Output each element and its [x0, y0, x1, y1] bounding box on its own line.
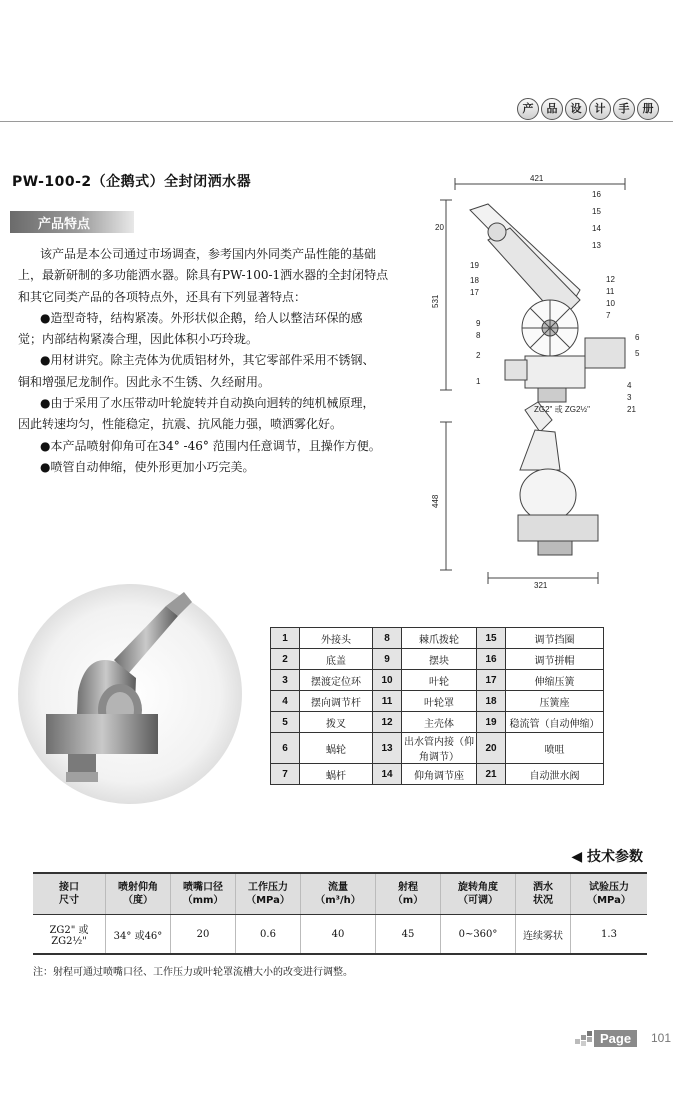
spec-header	[171, 873, 236, 915]
part-number: 16	[477, 649, 506, 670]
callout-label: 3	[627, 393, 632, 402]
part-name: 调节拼帽	[506, 649, 604, 670]
part-number: 1	[271, 628, 300, 649]
callout-label: 16	[592, 190, 601, 199]
callout-label: 14	[592, 224, 601, 233]
header-char: 计	[589, 98, 611, 120]
spec-header	[571, 873, 648, 915]
part-number: 11	[373, 691, 402, 712]
callout-label: 15	[592, 207, 601, 216]
spec-header	[516, 873, 571, 915]
spec-header	[301, 873, 376, 915]
bullet-line: 因此转速均匀，性能稳定，抗震、抗风能力强，喷洒雾化好。	[18, 417, 343, 432]
part-name: 主壳体	[402, 712, 477, 733]
parts-row	[271, 628, 604, 649]
parts-row	[271, 733, 604, 764]
part-number: 18	[477, 691, 506, 712]
spec-header-unit: （度）	[123, 895, 153, 906]
callout-label: 4	[627, 381, 632, 390]
callout-label: 21	[627, 405, 636, 414]
spec-header-unit: 尺寸	[59, 895, 79, 906]
bullet-line: ●本产品喷射仰角可在34° -46° 范围内任意调节，且操作方便。	[40, 438, 381, 453]
part-name: 摆向调节杆	[300, 691, 373, 712]
callout-label: 19	[470, 261, 479, 270]
spec-value: 34° 或46°	[106, 915, 171, 955]
part-number: 7	[271, 764, 300, 785]
part-number: 19	[477, 712, 506, 733]
part-number: 4	[271, 691, 300, 712]
header-rule	[0, 121, 673, 122]
part-name: 自动泄水阀	[506, 764, 604, 785]
callout-label: 20	[435, 223, 444, 232]
header-char: 手	[613, 98, 635, 120]
callout-label: 2	[476, 351, 481, 360]
spec-header-line: 喷嘴口径	[183, 882, 223, 893]
part-name: 仰角调节座	[402, 764, 477, 785]
footnote: 注：射程可通过喷嘴口径、工作压力或叶轮罩流槽大小的改变进行调整。	[33, 967, 353, 978]
bullet-line: ●由于采用了水压带动叶轮旋转并自动换向迥转的纯机械原理，	[40, 396, 375, 411]
callout-label: 7	[606, 311, 611, 320]
page-decoration	[575, 1031, 595, 1047]
bullet-line: ●用材讲究。除主壳体为优质铝材外，其它零部件采用不锈钢、	[40, 353, 375, 368]
spec-header-line: 工作压力	[248, 882, 288, 893]
part-number: 2	[271, 649, 300, 670]
part-name: 蜗杆	[300, 764, 373, 785]
part-name: 叶轮罩	[402, 691, 477, 712]
spec-header-line: 试验压力	[589, 882, 629, 893]
callout-label: 11	[606, 287, 615, 296]
callout-label: 18	[470, 276, 479, 285]
spec-header-unit: （可调）	[458, 895, 498, 906]
part-name: 压簧座	[506, 691, 604, 712]
spec-header-line: 洒水	[533, 882, 553, 893]
spec-header	[236, 873, 301, 915]
callout-label: 1	[476, 377, 481, 386]
spec-header-unit: （MPa）	[587, 895, 631, 906]
part-name: 伸缩压簧	[506, 670, 604, 691]
spec-header-line: 旋转角度	[458, 882, 498, 893]
thread-label: ZG2" 或 ZG2½"	[534, 405, 590, 414]
features-body	[18, 244, 398, 478]
spec-value: 0.6	[236, 915, 301, 955]
part-number: 21	[477, 764, 506, 785]
part-number: 5	[271, 712, 300, 733]
dim-height-label: 531	[431, 294, 440, 308]
part-name: 摆块	[402, 649, 477, 670]
spec-value: 40	[301, 915, 376, 955]
spec-header-line: 射程	[398, 882, 418, 893]
part-number: 17	[477, 670, 506, 691]
part-name: 摆渡定位环	[300, 670, 373, 691]
part-number: 12	[373, 712, 402, 733]
spec-header-unit: 状况	[533, 895, 553, 906]
spec-header-line: 接口	[59, 882, 79, 893]
part-number: 20	[477, 733, 506, 764]
parts-row	[271, 764, 604, 785]
spec-value: ZG2" 或ZG2½"	[33, 915, 106, 955]
product-photo	[16, 582, 244, 806]
callout-label: 13	[592, 241, 601, 250]
dim-base-label: 321	[534, 581, 548, 590]
part-number: 9	[373, 649, 402, 670]
part-name: 棘爪拨轮	[402, 628, 477, 649]
parts-row	[271, 670, 604, 691]
parts-row	[271, 691, 604, 712]
features-heading: 产品特点	[38, 217, 91, 232]
intro-line: 上，最新研制的多功能洒水器。除具有PW-100-1洒水器的全封闭特点	[18, 268, 389, 283]
header-char: 产	[517, 98, 539, 120]
spec-header-unit: （mm）	[182, 895, 224, 906]
part-name: 叶轮	[402, 670, 477, 691]
page-number: 101	[651, 1031, 672, 1045]
part-number: 6	[271, 733, 300, 764]
bullet-line: 铜和增强尼龙制作。因此永不生锈、久经耐用。	[18, 374, 271, 389]
dim-width-label: 421	[530, 174, 544, 183]
spec-value: 1.3	[571, 915, 648, 955]
spec-value: 连续雾状	[516, 915, 571, 955]
part-name: 蜗轮	[300, 733, 373, 764]
part-number: 8	[373, 628, 402, 649]
part-number: 10	[373, 670, 402, 691]
parts-table	[270, 627, 604, 785]
spec-header-line: 流量	[328, 882, 348, 893]
header-manual-title	[517, 98, 659, 120]
spec-header	[441, 873, 516, 915]
parts-row	[271, 649, 604, 670]
header-char: 设	[565, 98, 587, 120]
product-title: PW-100-2（企鹅式）全封闭洒水器	[12, 174, 252, 190]
part-number: 3	[271, 670, 300, 691]
dim-height-label: 448	[431, 494, 440, 508]
part-name: 喷咀	[506, 733, 604, 764]
spec-header-unit: （MPa）	[246, 895, 290, 906]
callout-label: 10	[606, 299, 615, 308]
part-number: 15	[477, 628, 506, 649]
spec-value: 45	[376, 915, 441, 955]
parts-row	[271, 712, 604, 733]
callout-label: 17	[470, 288, 479, 297]
bullet-line: 觉；内部结构紧凑合理，因此体积小巧玲珑。	[18, 332, 259, 347]
intro-line: 该产品是本公司通过市场调查，参考国内外同类产品性能的基础	[40, 247, 377, 261]
part-name: 调节挡圈	[506, 628, 604, 649]
spec-header-unit: （m³/h）	[315, 895, 361, 906]
part-number: 14	[373, 764, 402, 785]
callout-label: 6	[635, 333, 640, 342]
intro-line: 和其它同类产品的各项特点外，还具有下列显著特点：	[18, 289, 307, 304]
callout-label: 12	[606, 275, 615, 284]
bullet-line: ●喷管自动伸缩，使外形更加小巧完美。	[40, 459, 255, 474]
page-label: Page	[594, 1030, 637, 1047]
spec-value: 0~360°	[441, 915, 516, 955]
spec-header	[106, 873, 171, 915]
part-number: 13	[373, 733, 402, 764]
spec-header	[33, 873, 106, 915]
callout-label: 5	[635, 349, 640, 358]
spec-header	[376, 873, 441, 915]
technical-drawing	[430, 170, 670, 590]
part-name: 底盖	[300, 649, 373, 670]
spec-header-line: 喷射仰角	[118, 882, 158, 893]
part-name: 外接头	[300, 628, 373, 649]
spec-table	[33, 872, 647, 955]
tech-params-heading: ◀ 技术参数	[571, 849, 643, 865]
spec-header-unit: （m）	[392, 895, 424, 906]
callout-label: 8	[476, 331, 481, 340]
header-char: 品	[541, 98, 563, 120]
callout-label: 9	[476, 319, 481, 328]
part-name: 出水管内接（仰角调节）	[402, 733, 477, 764]
spec-value: 20	[171, 915, 236, 955]
bullet-line: ●造型奇特，结构紧凑。外形状似企鹅，给人以整洁环保的感	[40, 310, 363, 325]
part-name: 拨叉	[300, 712, 373, 733]
header-char: 册	[637, 98, 659, 120]
part-name: 稳流管（自动伸缩）	[506, 712, 604, 733]
